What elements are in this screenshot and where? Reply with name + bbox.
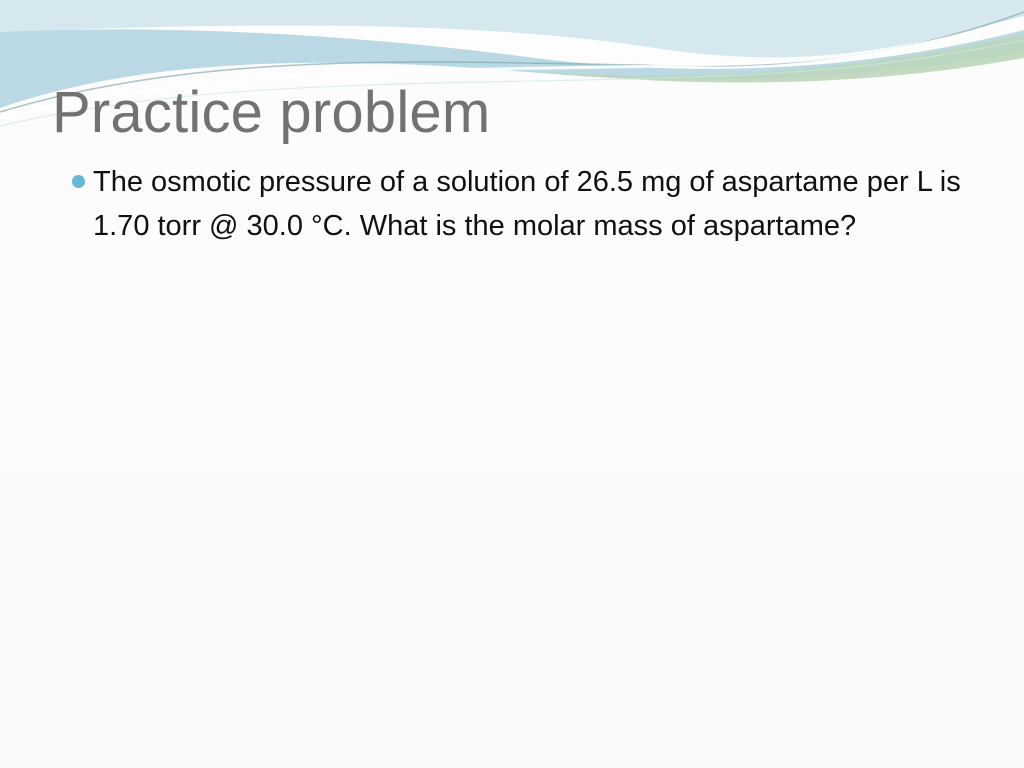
bullet-dot-icon (72, 175, 85, 188)
bullet-list (72, 160, 972, 248)
bullet-item (72, 160, 972, 248)
bullet-text: The osmotic pressure of a solution of 26.5 mg of aspartame per L is 1.70 torr @ 30.0 °C. What is the molar mass of aspartame? (93, 166, 961, 242)
slide-title: Practice problem (52, 80, 491, 145)
